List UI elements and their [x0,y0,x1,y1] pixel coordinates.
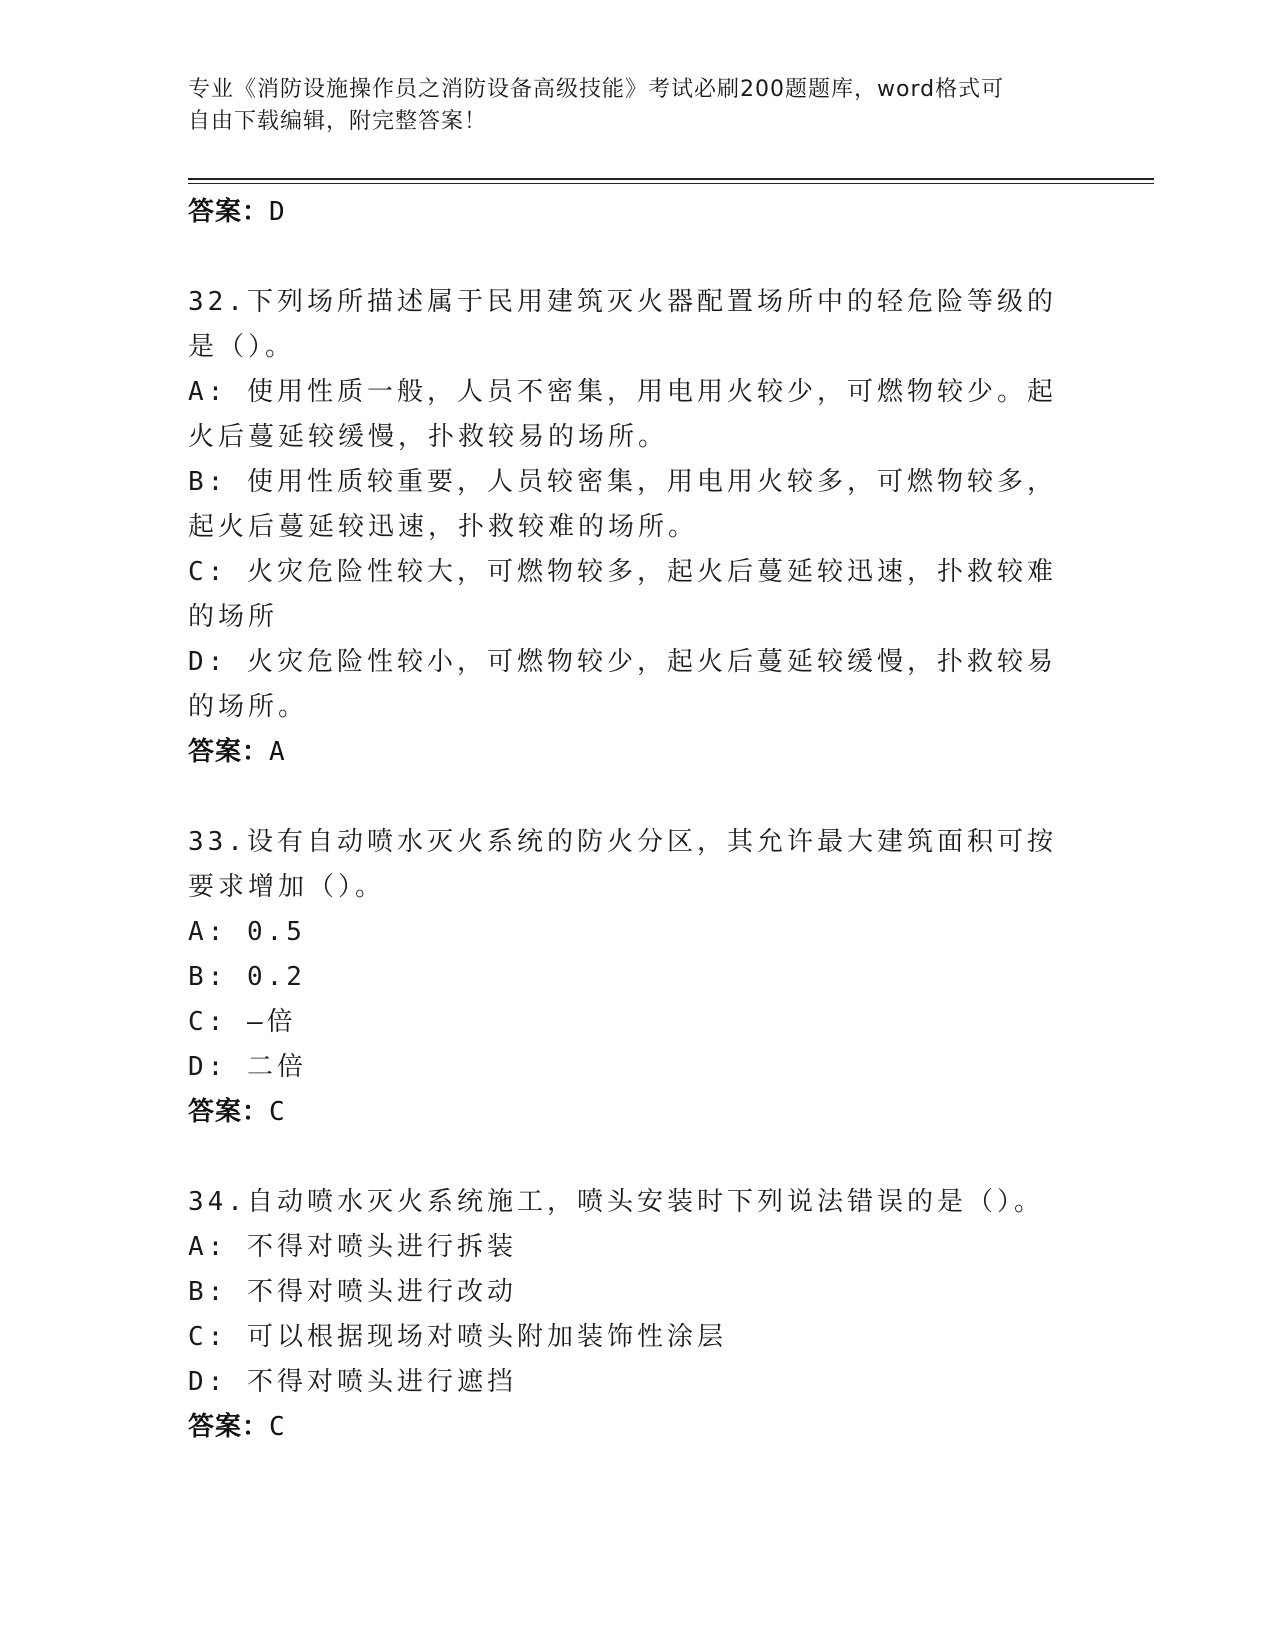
question-text: 下列场所描述属于民用建筑灭火器配置场所中的轻危险等级的是（）。 [188,287,1057,362]
option-text: 0.5 [246,917,306,947]
option-key: C: [188,1007,228,1037]
option-key: D: [188,647,228,677]
answer-label: 答案： [188,1097,270,1127]
header-divider-thick [188,178,1154,180]
question-32 [188,280,1078,774]
option-a [188,1225,1078,1270]
option-d [188,1045,1078,1090]
option-b [188,955,1078,1000]
option-key: A: [188,377,228,407]
answer-value: D [269,197,286,227]
option-c [188,550,1078,640]
option-text: 不得对喷头进行改动 [246,1277,517,1307]
option-d [188,1360,1078,1405]
option-b [188,1270,1078,1315]
question-stem [188,280,1078,370]
option-key: B: [188,962,228,992]
option-c [188,1000,1078,1045]
option-text: 使用性质较重要，人员较密集，用电用火较多，可燃物较多，起火后蔓延较迅速，扑救较难的场所。 [188,467,1057,542]
question-number: 33. [188,827,247,857]
header-title-line-2: 自由下载编辑，附完整答案！ [188,109,488,134]
option-text: 0.2 [246,962,306,992]
answer-value: A [269,737,286,767]
answer-label: 答案： [188,1412,270,1442]
document-header [188,74,1068,138]
question-answer [188,1090,1078,1134]
option-text: 火灾危险性较大，可燃物较多，起火后蔓延较迅速，扑救较难的场所 [188,557,1057,632]
question-text: 设有自动喷水灭火系统的防火分区，其允许最大建筑面积可按要求增加（）。 [188,827,1057,902]
spacer [188,1134,1078,1180]
question-text: 自动喷水灭火系统施工，喷头安装时下列说法错误的是（）。 [246,1187,1044,1217]
answer-value: C [269,1412,286,1442]
option-b [188,460,1078,550]
previous-question-answer [188,190,1078,234]
option-text: 可以根据现场对喷头附加装饰性涂层 [246,1322,727,1352]
question-stem [188,820,1078,910]
option-text: 二倍 [246,1052,307,1082]
answer-label: 答案： [188,197,270,227]
option-text: 使用性质一般，人员不密集，用电用火较少，可燃物较少。起火后蔓延较缓慢，扑救较易的场所。 [188,377,1057,452]
question-answer [188,1405,1078,1449]
question-answer [188,730,1078,774]
question-33 [188,820,1078,1134]
option-key: B: [188,467,228,497]
spacer [188,774,1078,820]
question-list [188,190,1078,1449]
option-key: C: [188,1322,228,1352]
option-key: D: [188,1052,228,1082]
spacer [188,234,1078,280]
option-key: C: [188,557,228,587]
option-key: A: [188,917,228,947]
option-text: —倍 [246,1007,297,1037]
header-divider-thin [188,183,1154,184]
option-key: D: [188,1367,228,1397]
option-text: 不得对喷头进行遮挡 [246,1367,517,1397]
question-number: 34. [188,1187,247,1217]
option-a [188,370,1078,460]
option-a [188,910,1078,955]
option-text: 火灾危险性较小，可燃物较少，起火后蔓延较缓慢，扑救较易的场所。 [188,647,1057,722]
question-number: 32. [188,287,247,317]
answer-label: 答案： [188,737,270,767]
question-34 [188,1180,1078,1449]
answer-value: C [269,1097,286,1127]
option-c [188,1315,1078,1360]
option-key: A: [188,1232,228,1262]
option-d [188,640,1078,730]
option-key: B: [188,1277,228,1307]
question-stem [188,1180,1078,1225]
header-title-line-1: 专业《消防设施操作员之消防设备高级技能》考试必刷200题题库，word格式可 [188,77,1005,102]
option-text: 不得对喷头进行拆装 [246,1232,517,1262]
